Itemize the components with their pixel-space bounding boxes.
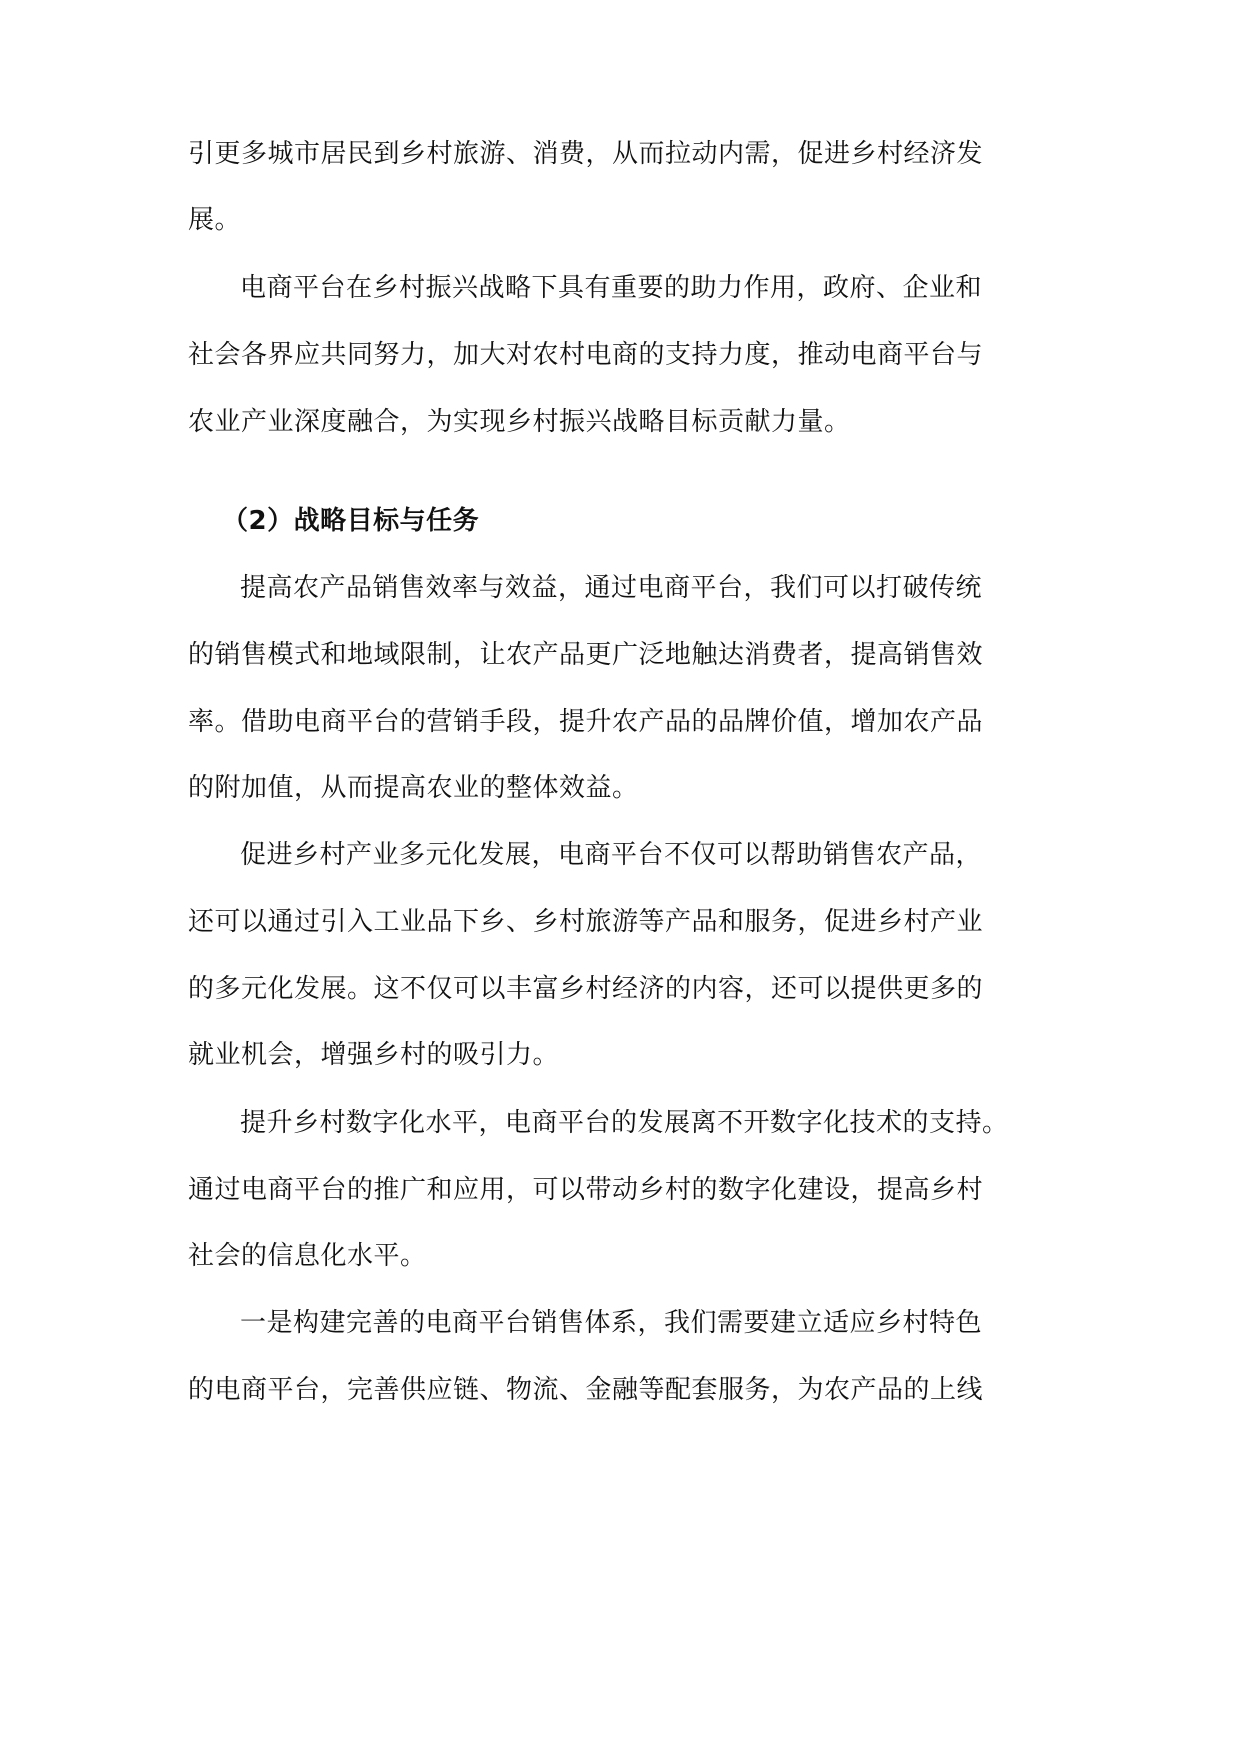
body-text-line: 就业机会，增强乡村的吸引力。 bbox=[188, 1040, 560, 1070]
body-text-line: 展。 bbox=[188, 205, 242, 235]
body-text-line: 的多元化发展。这不仅可以丰富乡村经济的内容，还可以提供更多的 bbox=[188, 974, 984, 1004]
body-text-line: 的电商平台，完善供应链、物流、金融等配套服务，为农产品的上线 bbox=[188, 1375, 984, 1405]
paragraph-first-line: 提高农产品销售效率与效益，通过电商平台，我们可以打破传统 bbox=[240, 573, 983, 603]
body-text-line: 社会的信息化水平。 bbox=[188, 1241, 427, 1271]
body-text-line: 农业产业深度融合，为实现乡村振兴战略目标贡献力量。 bbox=[188, 407, 851, 437]
body-text-line: 率。借助电商平台的营销手段，提升农产品的品牌价值，增加农产品 bbox=[188, 707, 984, 737]
body-text-line: 通过电商平台的推广和应用，可以带动乡村的数字化建设，提高乡村 bbox=[188, 1175, 984, 1205]
body-text-line: 的附加值，从而提高农业的整体效益。 bbox=[188, 773, 639, 803]
body-text-line: 的销售模式和地域限制，让农产品更广泛地触达消费者，提高销售效 bbox=[188, 640, 984, 670]
body-text-line: 社会各界应共同努力，加大对农村电商的支持力度，推动电商平台与 bbox=[188, 340, 984, 370]
paragraph-first-line: 电商平台在乡村振兴战略下具有重要的助力作用，政府、企业和 bbox=[240, 273, 983, 303]
body-text-line: 还可以通过引入工业品下乡、乡村旅游等产品和服务，促进乡村产业 bbox=[188, 907, 984, 937]
section-heading: （2）战略目标与任务 bbox=[222, 506, 480, 536]
paragraph-first-line: 一是构建完善的电商平台销售体系，我们需要建立适应乡村特色 bbox=[240, 1308, 983, 1338]
body-text-line: 引更多城市居民到乡村旅游、消费，从而拉动内需，促进乡村经济发 bbox=[188, 139, 984, 169]
paragraph-first-line: 提升乡村数字化水平，电商平台的发展离不开数字化技术的支持。 bbox=[240, 1108, 1009, 1138]
paragraph-first-line: 促进乡村产业多元化发展，电商平台不仅可以帮助销售农产品， bbox=[240, 840, 983, 870]
